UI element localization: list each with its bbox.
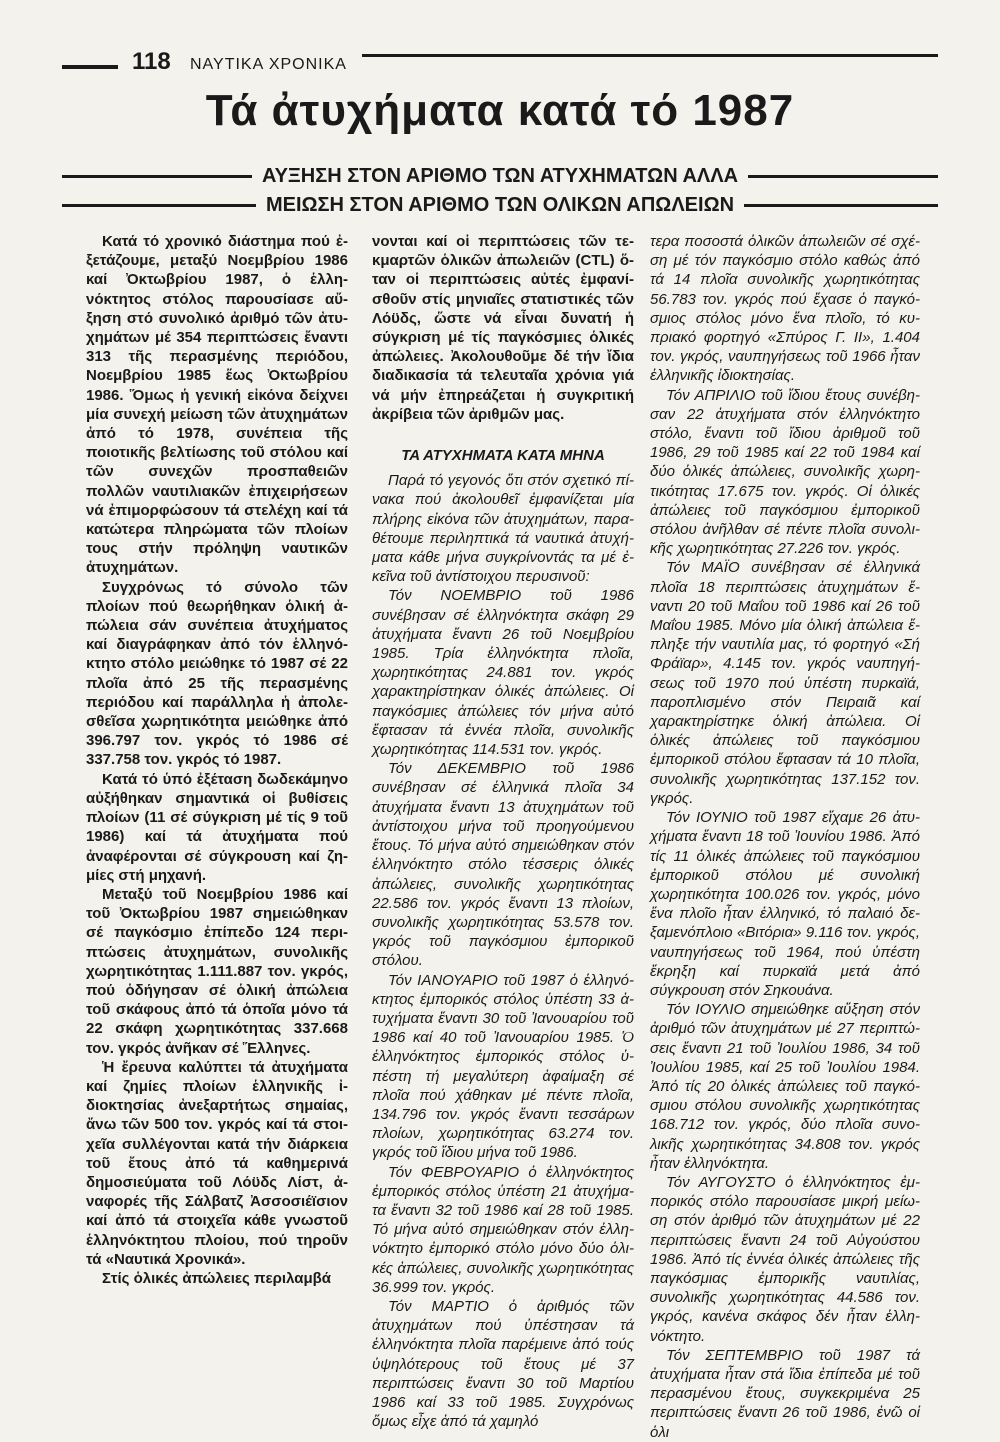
paragraph: Τόν ΣΕΠΤΕΜΒΡΙΟ τοῦ 1987 τά ἀτυχήματα ἦταν στά ἴδια ἐπίπεδα μέ τοῦ περασμένου ἔτους, συγκεκριμένα 25 περιπτώσεις ἔναντι 26 τοῦ 1986, ἐνῶ οἱ ὁλι bbox=[650, 1346, 920, 1441]
subtitle-line-1: ΑΥΞΗΣΗ ΣΤΟΝ ΑΡΙΘΜΟ ΤΩΝ ΑΤΥΧΗΜΑΤΩΝ ΑΛΛΑ bbox=[252, 165, 748, 187]
paragraph: Στίς ὁλικές ἀπώλειες περιλαμβά bbox=[102, 1269, 332, 1287]
magazine-name: ΝΑΥΤΙΚΑ ΧΡΟΝΙΚΑ bbox=[190, 56, 347, 73]
paragraph: Τόν ΑΥΓΟΥΣΤΟ ὁ ἑλληνόκτητος ἐμπορικός στόλο παρουσίασε μικρή μείωση στόν ἀριθμό τῶν ἀτυχημάτων μέ 22 περιπτώσεις ἔναντι 24 τοῦ Αὐγούστου 1986. Ἀπό τίς ἐννέα ὁλικές ἀπώλειες τῆς παγκόσμιας ἐμπορικῆς ναυτιλίας, συνολικῆς χωρητικότητας 44.586 τον. γκρός, κανένα σκάφος δέν ἦταν ἑλληνόκτητο. bbox=[650, 1173, 920, 1345]
paragraph: Τόν ΙΟΥΝΙΟ τοῦ 1987 εἴχαμε 26 ἀτυχήματα ἔναντι 18 τοῦ Ἰουνίου 1986. Ἀπό τίς 11 ὁλικές ἀπώλειες τοῦ παγκόσμιου ἐμπορικοῦ στόλου μέ συνολική χωρητικότητα 100.026 τον. γκρός, μόνο ἕνα πλοῖο ἦταν ἑλληνικό, τό παλαιό δεξαμενόπλοιο «Βιτόρια» 9.116 τον. γκρός, ναυπηγήσεως τοῦ 1964, πού ὑπέστη ἔκρηξη καί πυρκαϊά μετά ἀπό σύγκρουση στόν Σηκουάνα. bbox=[650, 809, 920, 999]
paragraph: Μεταξύ τοῦ Νοεμβρίου 1986 καί τοῦ Ὀκτωβρίου 1987 σημειώθηκαν σέ παγκόσμιο ἐπίπεδο 124 περιπτώσεις ἀτυχημάτων, συνολικῆς χωρητικότητας 1.111.887 τον. γκρός, πού ὁδήγησαν σέ ὁλική ἀπώλεια τοῦ σκάφους ἀπό τά ὁποῖα μόνο τά 22 σκάφη χωρητικότητας 337.668 τον. γκρός ἀνῆκαν σέ Ἕλληνες. bbox=[86, 885, 348, 1057]
paragraph: Συγχρόνως τό σύνολο τῶν πλοίων πού θεωρήθηκαν ὁλική ἀπώλεια σάν συνέπεια ἀτυχήματος καί διαγράφηκαν ἀπό τόν ἑλληνόκτητο στόλο μειώθηκε τό 1987 σέ 22 πλοῖα ἀπό 25 τῆς περασμένης περιόδου καί παράλληλα ἡ ἀπολεσθεῖσα χωρητικότητα μειώθηκε ἀπό 396.797 τον. γκρός τό 1986 σέ 337.758 τον. γκρός τό 1987. bbox=[86, 578, 348, 769]
paragraph: Τόν ΙΑΝΟΥΑΡΙΟ τοῦ 1987 ὁ ἑλληνόκτητος ἐμπορικός στόλος ὑπέστη 33 ἀτυχήματα ἔναντι 30 τοῦ Ἰανουαρίου τοῦ 1986 καί 40 τοῦ Ἰανουαρίου 1985. Ὁ ἑλληνόκτητος ἐμπορικός στόλος ὑπέστη τή μεγαλύτερη ἀφαίμαξη σέ πλοῖα πού χάθηκαν μέ πέντε πλοῖα, 134.796 τον. γκρός ἔναντι τεσσάρων πλοίων, χωρητικότητας 63.274 τον. γκρός τοῦ ἴδιου μήνα τοῦ 1986. bbox=[372, 971, 634, 1162]
page-header bbox=[62, 42, 938, 82]
column-1 bbox=[86, 232, 348, 1288]
paragraph: Κατά τό ὑπό ἐξέταση δωδεκάμηνο αὐξήθηκαν σημαντικά οἱ βυθίσεις πλοίων (11 σέ σύγκριση μέ τίς 9 τοῦ 1986) καί τά ἀτυχήματα πού ἀναφέρονται σέ σύγκρουση καί ζημίες στή μηχανή. bbox=[86, 770, 348, 884]
paragraph: τερα ποσοστά ὁλικῶν ἀπωλειῶν σέ σχέση μέ τόν παγκόσμιο στόλο καθώς ἀπό τά 14 πλοῖα συνολικῆς χωρητικότητας 56.783 τον. γκρός πού ἔχασε ὁ παγκόσμιος στόλος μόνο ἕνα πλοῖο, τό κυπριακό φορτηγό «Σπύρος Γ. ΙΙ», 1.404 τον. γκρός, ναυπηγήσεως τοῦ 1966 ἦταν ἑλληνικῆς ἰδιοκτησίας. bbox=[650, 233, 920, 385]
paragraph: Τόν ΔΕΚΕΜΒΡΙΟ τοῦ 1986 συνέβησαν σέ ἑλληνικά πλοῖα 34 ἀτυχήματα ἔναντι 13 ἀτυχημάτων τοῦ ἀντίστοιχου μήνα τοῦ προηγούμενου ἔτους. Τό μήνα αὐτό σημειώθηκαν στόν ἑλληνόκτητο στόλο τέσσερις ὁλικές ἀπώλειες, συνολικῆς χωρητικότητας 22.586 τον. γκρός ἔναντι 13 πλοίων, συνολικῆς χωρητικότητας 53.578 τον. γκρός τοῦ παγκόσμιου ἐμπορικοῦ στόλου. bbox=[372, 760, 634, 970]
paragraph: νονται καί οἱ περιπτώσεις τῶν τεκμαρτῶν ὁλικῶν ἀπωλειῶν (CTL) ὅταν οἱ περιπτώσεις αὐτές ἐμφανίσθοῦν στίς μηνιαῖες στατιστικές τῶν Λόϋδς, ὥστε νά εἶναι δυνατή ἡ σύγκριση μέ τίς παγκόσμιες ὁλικές ἀπώλειες. Ἀκολουθοῦμε δέ τήν ἴδια διαδικασία τά τελευταῖα χρόνια γιά νά μήν ἐπηρεάζεται ἡ συγκριτική ἀκρίβεια τῶν ἀριθμῶν μας. bbox=[372, 233, 634, 423]
header-rule-left bbox=[62, 65, 118, 69]
column-3 bbox=[650, 232, 920, 1442]
paragraph: Παρά τό γεγονός ὅτι στόν σχετικό πίνακα πού ἀκολουθεῖ ἐμφανίζεται μία πλήρης εἰκόνα τῶν ἀτυχημάτων, παραθέτουμε περιληπτικά τά ναυτικά ἀτυχήματα κάθε μήνα συγκρίνοντάς τα μέ ἐκεῖνα τοῦ ἀντίστοιχου περυσινοῦ: bbox=[372, 472, 634, 586]
paragraph: Ἡ ἔρευνα καλύπτει τά ἀτυχήματα καί ζημίες πλοίων ἑλληνικῆς ἰδιοκτησίας ἀνεξαρτήτως σημαίας, ἄνω τῶν 500 τον. γκρός καί τά στοιχεῖα συλλέγονται κατά τήν διάρκεια τοῦ ἔτους ἀπό τά καθημερινά δημοσιεύματα τοῦ Λόϋδς Λίστ, ἀναφορές τῆς Σάλβατζ Ἀσσοσιέϊσιον καί ἀπό τά στοιχεῖα κάθε γνωστοῦ ἑλληνόκτητου πλοίου, πού τηροῦν τά «Ναυτικά Χρονικά». bbox=[86, 1058, 348, 1268]
page-number: 118 bbox=[132, 48, 171, 75]
paragraph: Τόν ΙΟΥΛΙΟ σημειώθηκε αὔξηση στόν ἀριθμό τῶν ἀτυχημάτων μέ 27 περιπτώσεις ἔναντι 21 τοῦ Ἰουλίου 1986, 34 τοῦ Ἰουλίου 1985, καί 25 τοῦ Ἰουλίου 1984. Ἀπό τίς 20 ὁλικές ἀπώλειες τοῦ παγκόσμιου στόλου συνολικῆς χωρητικότητας 168.712 τον. γκρός, δύο πλοῖα συνολικῆς χωρητικότητας 34.808 τον. γκρός ἦταν ἑλληνόκτητα. bbox=[650, 1001, 920, 1172]
paragraph: Τόν ΦΕΒΡΟΥΑΡΙΟ ὁ ἑλληνόκτητος ἐμπορικός στόλος ὑπέστη 21 ἀτυχήματα ἔναντι 32 τοῦ 1986 καί 28 τοῦ 1985. Τό μήνα αὐτό σημειώθηκαν στόν ἑλληνόκτητο ἐμπορικό στόλο μόνο δύο ὁλικές ἀπώλειες, συνολικῆς χωρητικότητας 36.999 τον. γκρός. bbox=[372, 1163, 634, 1296]
subtitle-line-2: ΜΕΙΩΣΗ ΣΤΟΝ ΑΡΙΘΜΟ ΤΩΝ ΟΛΙΚΩΝ ΑΠΩΛΕΙΩΝ bbox=[256, 194, 744, 216]
paragraph: Τόν ΜΑΡΤΙΟ ὁ ἀριθμός τῶν ἀτυχημάτων πού ὑπέστησαν τά ἑλληνόκτητα πλοῖα παρέμεινε ἀπό τούς ὑψηλότερους τοῦ ἔτους μέ 37 περιπτώσεις ἔναντι 30 τοῦ Μαρτίου 1986 καί 33 τοῦ 1985. Συγχρόνως ὅμως εἶχε ἀπό τά χαμηλό bbox=[372, 1297, 634, 1431]
paragraph: Τόν ΝΟΕΜΒΡΙΟ τοῦ 1986 συνέβησαν σέ ἑλληνόκτητα σκάφη 29 ἀτυχήματα ἔναντι 26 τοῦ Νοεμβρίου 1985. Τρία ἑλληνόκτητα πλοῖα, χωρητικότητας 24.881 τον. γκρός χαρακτηρίστηκαν ὁλικές ἀπώλειες. Οἱ παγκόσμιες ἀπώλειες τόν μήνα αὐτό ἔφτασαν τά ἐννέα πλοῖα, συνολικῆς χωρητικότητας 114.531 τον. γκρός. bbox=[372, 587, 634, 759]
article-subtitle bbox=[62, 164, 938, 224]
column-2 bbox=[372, 232, 634, 1431]
paragraph: Κατά τό χρονικό διάστημα πού ἐξετάζουμε, μεταξύ Νοεμβρίου 1986 καί Ὀκτωβρίου 1987, ὁ ἑλληνόκτητος στόλος παρουσίασε αὔξηση στό συνολικό ἀριθμό τῶν ἀτυχημάτων μέ 354 περιπτώσεις ἔναντι 313 τῆς περασμένης περιόδου, Νοεμβρίου 1985 ἕως Ὀκτωβρίου 1986. Ὅμως ἡ γενική εἰκόνα δείχνει μία συνεχή μείωση τῶν ἀτυχημάτων ἀπό τό 1978, συνέπεια τῆς ποιοτικῆς βελτίωσης τοῦ στόλου καί τῶν συνεχῶν προσπαθειῶν πολλῶν ναυτιλιακῶν ἐπιχειρήσεων νά ἐπιμορφώσουν τά στελέχη καί τά κατώτερα πληρώματα τῶν πλοίων τους στήν πρόληψη ναυτικῶν ἀτυχημάτων. bbox=[86, 233, 348, 577]
article-title: Τά ἀτυχήματα κατά τό 1987 bbox=[205, 86, 795, 135]
paragraph: Τόν ΜΑΪΟ συνέβησαν σέ ἑλληνικά πλοῖα 18 περιπτώσεις ἀτυχημάτων ἔναντι 20 τοῦ Μαΐου τοῦ 1986 καί 26 τοῦ Μαΐου 1985. Μόνο μία ὁλική ἀπώλεια ἔπληξε τήν ναυτιλία μας, τό φορτηγό «Σή Φράϊαρ», 4.145 τον. γκρός ναυπηγήσεως τοῦ 1970 πού ὑπέστη πυρκαϊά, παροπλισμένο στόν Πειραιᾶ καί χαρακτηρίστηκε ὁλική ἀπώλεια. Οἱ ὁλικές ἀπώλειες τοῦ παγκόσμιου ἐμπορικοῦ στόλου ἔφτασαν τά 10 πλοῖα, συνολικῆς χωρητικότητας 137.152 τον. γκρός. bbox=[650, 559, 920, 807]
header-rule-right bbox=[362, 54, 938, 57]
section-heading: ΤΑ ΑΤΥΧΗΜΑΤΑ ΚΑΤΑ ΜΗΝΑ bbox=[401, 447, 605, 465]
paragraph: Τόν ΑΠΡΙΛΙΟ τοῦ ἴδιου ἔτους συνέβησαν 22 ἀτυχήματα στόν ἑλληνόκτητο στόλο, ἔναντι τοῦ ἴδιου ἀριθμοῦ τοῦ 1986, 29 τοῦ 1985 καί 22 τοῦ 1984 καί δύο ὁλικές ἀπώλειες, συνολικῆς χωρητικότητας 17.675 τον. γκρός. Οἱ ὁλικές ἀπώλειες τοῦ παγκόσμιου ἐμπορικοῦ στόλου ἀνῆλθαν σέ πέντε πλοῖα συνολικῆς χωρητικότητας 27.226 τον. γκρός. bbox=[650, 386, 920, 558]
